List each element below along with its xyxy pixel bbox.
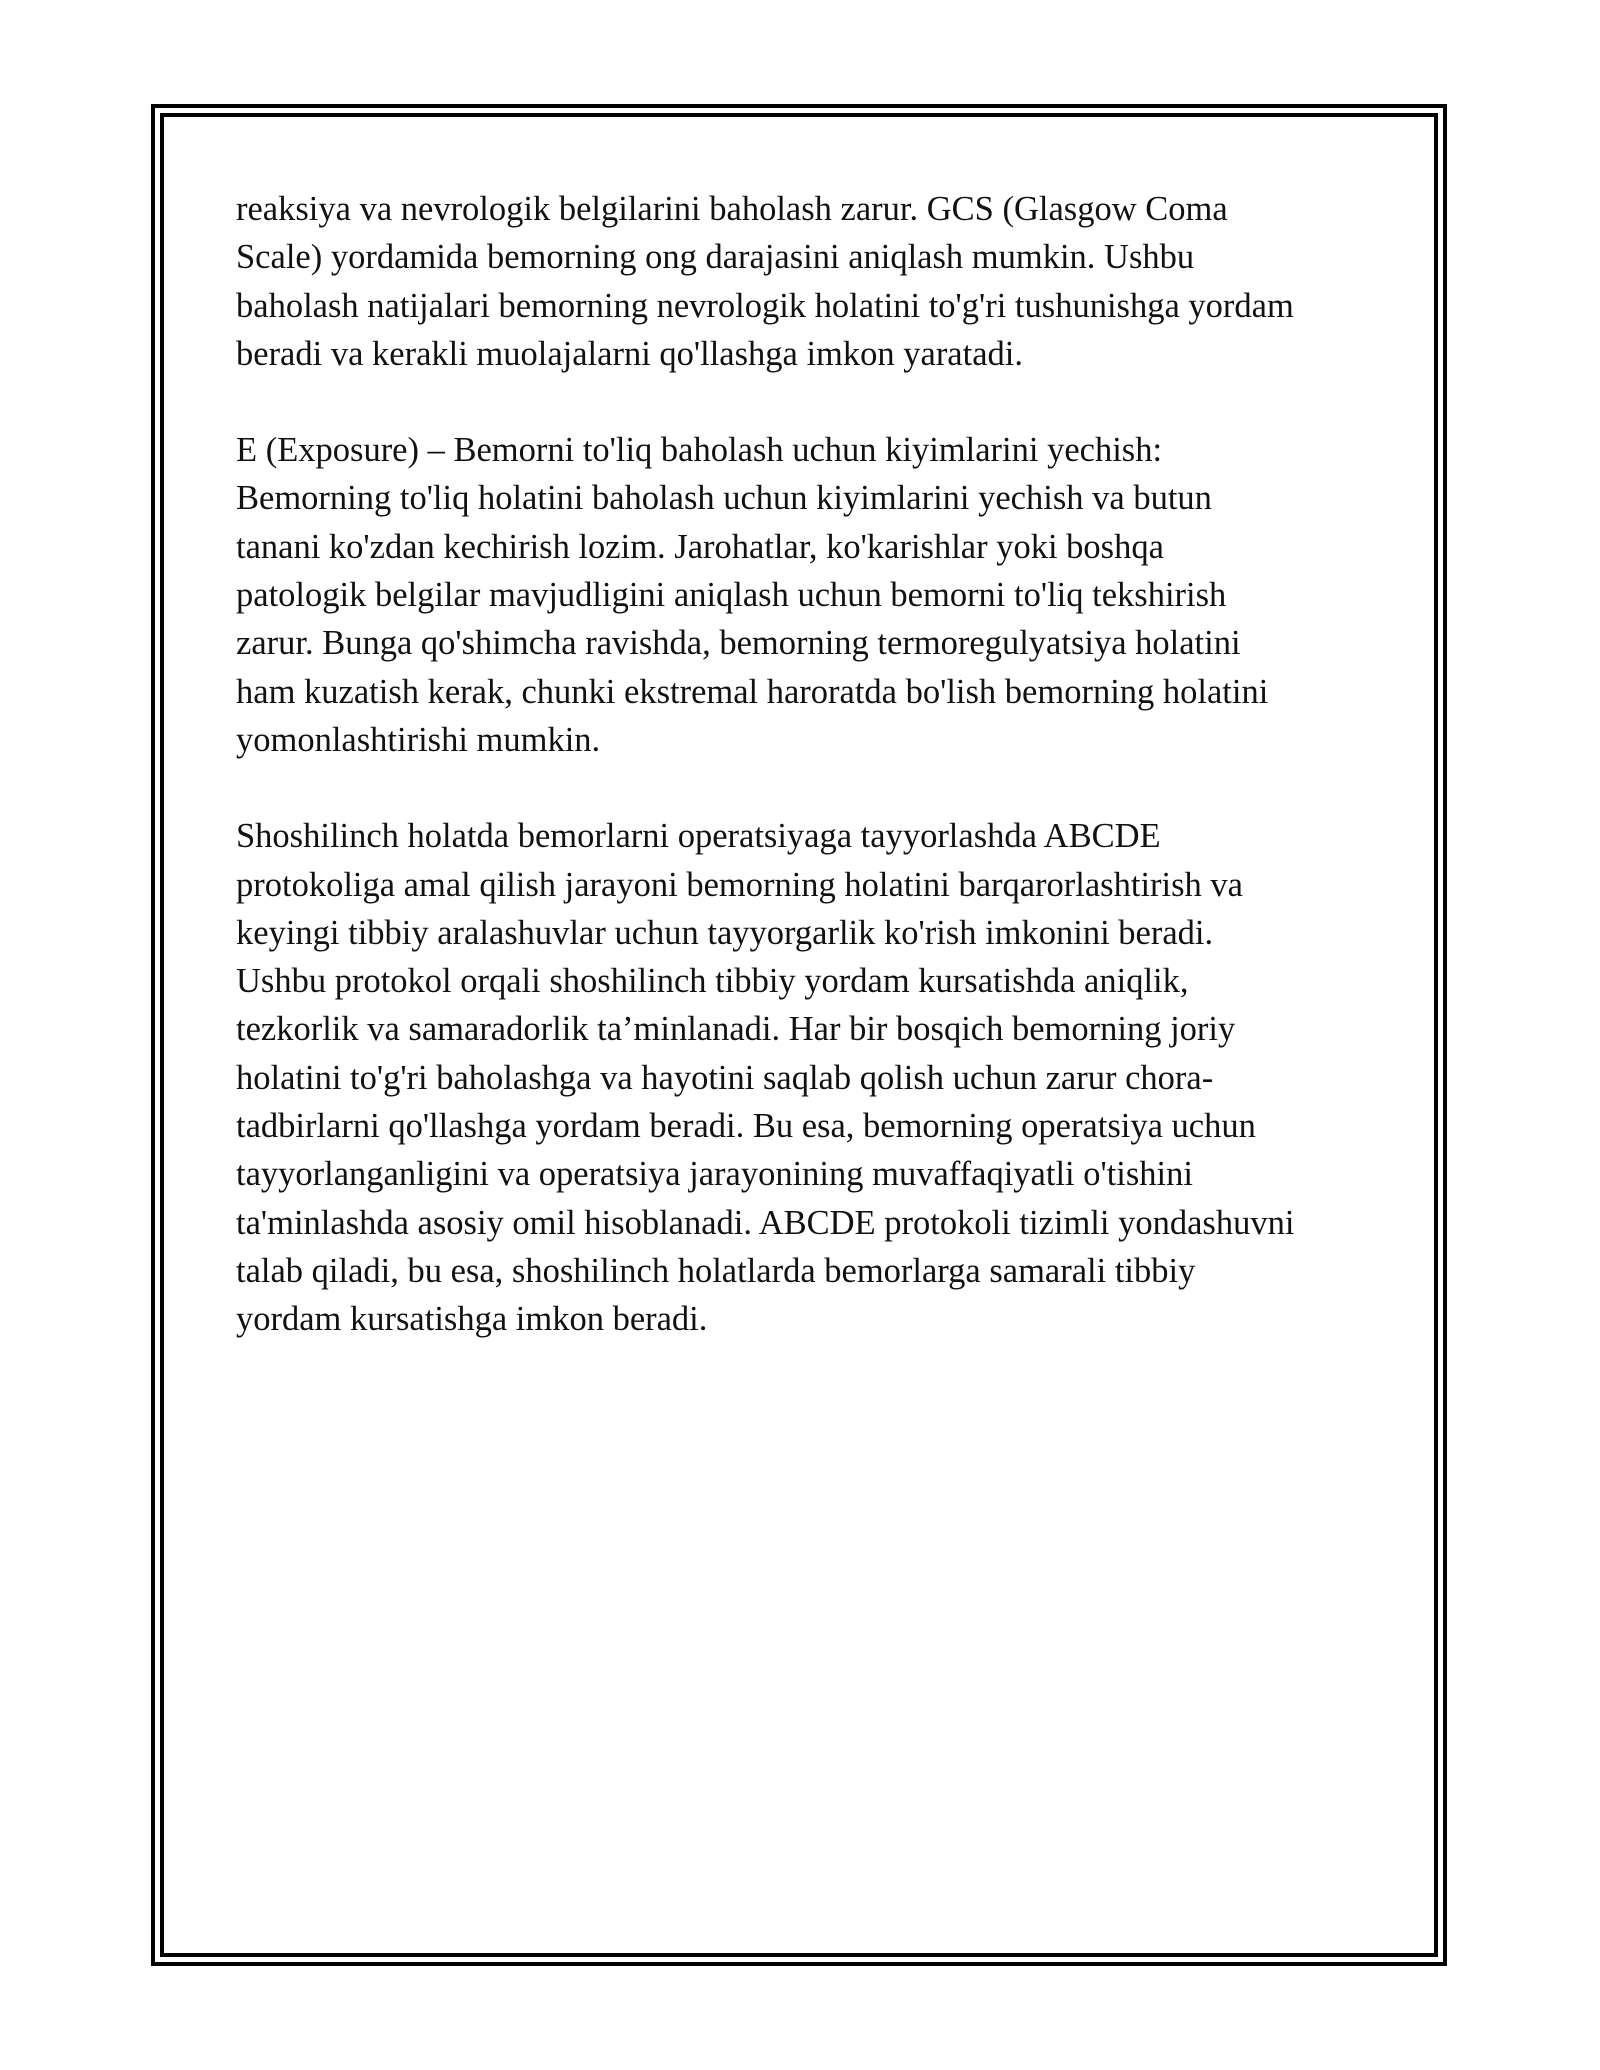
paragraph-exposure: E (Exposure) – Bemorni to'liq baholash uchun kiyimlarini yechish: Bemorning to'liq holatini baholash uchun kiyimlarini yechish va butun tanani ko'zdan kechirish lozim. Jarohatlar, ko'karishlar yoki boshqa patologik belgilar mavjudligini aniqlash uchun bemorni to'liq tekshirish zarur. Bunga qo'shimcha ravishda, bemorning termoregulyatsiya holatini ham kuzatish kerak, chunki ekstremal haroratda bo'lish bemorning holatini yomonlashtirishi mumkin.	[236, 431, 1269, 759]
document-body	[236, 185, 1376, 1392]
paragraph-abcde-conclusion: Shoshilinch holatda bemorlarni operatsiyaga tayyorlashda ABCDE protokoliga amal qilish jarayoni bemorning holatini barqarorlashtirish va keyingi tibbiy aralashuvlar uchun tayyorgarlik ko'rish imkonini beradi. Ushbu protokol orqali shoshilinch tibbiy yordam kursatishda aniqlik, tezkorlik va samaradorlik ta’minlanadi. Har bir bosqich bemorning joriy holatini to'g'ri baholashga va hayotini saqlab qolish uchun zarur chora- tadbirlarni qo'llashga yordam beradi. Bu esa, bemorning operatsiya uchun tayyorlanganligini va operatsiya jarayonining muvaffaqiyatli o'tishini ta'minlashda asosiy omil hisoblanadi. ABCDE protokoli tizimli yondashuvni talab qiladi, bu esa, shoshilinch holatlarda bemorlarga samarali tibbiy yordam kursatishga imkon beradi.	[236, 817, 1295, 1339]
paragraph-neurological-assessment: reaksiya va nevrologik belgilarini baholash zarur. GCS (Glasgow Coma Scale) yordamida bemorning ong darajasini aniqlash mumkin. Ushbu baholash natijalari bemorning nevrologik holatini to'g'ri tushunishga yordam beradi va kerakli muolajalarni qo'llashga imkon yaratadi.	[236, 190, 1294, 373]
